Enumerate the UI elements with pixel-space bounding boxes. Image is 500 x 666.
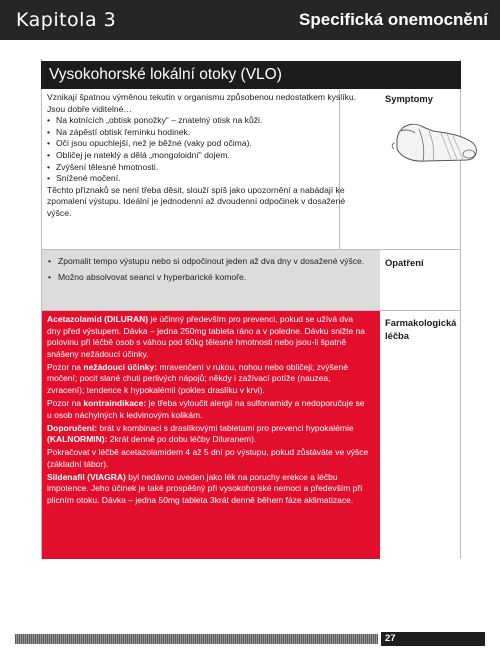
symptoms-outro: Těchto příznaků se není třeba děsit, slouží spíš jako upozornění a nabádají ke zpomalení výstupu. Ideální je jednodenní až dvoudenní odpočinek v dosažené výšce. <box>47 184 346 218</box>
chapter-label: Kapitola 3 <box>16 9 117 31</box>
drug-name: Sildenafil (VIAGRA) <box>47 471 126 482</box>
footer-bar <box>15 634 378 644</box>
pharma-text: brát v kombinaci s draslíkovými tabletami pro prevenci hypokalémie <box>97 422 354 433</box>
pharma-text: Pozor na <box>47 397 84 408</box>
measure-item: • Možno absolvovat seanci v hyperbarické komoře. <box>48 272 370 284</box>
measures-body <box>48 256 370 283</box>
pharma-text: byl nedávno uveden jako lék na poruchy erekce a léčbu impotence. Jeho účinek je také prospěšný při vysokohorské nemoci a především při plicním otoku. Dávka – jedna 50mg tableta 3krát denně během fáze aklimatizace. <box>47 471 363 505</box>
pharma-paragraph <box>47 398 369 421</box>
pharma-text: Pozor na <box>47 361 84 372</box>
symptoms-intro: Vznikají špatnou výměnou tekutin v organismu způsobenou nedostatkem kyslíku. Jsou dobře viditelné… <box>47 92 357 114</box>
swollen-foot-illustration <box>389 113 481 165</box>
pharma-text: je účinný především pro prevenci, pokud se užívá dva dny před výstupem. Dávka – jedna 250mg tableta ráno a v poledne. Dávku snižte na polovinu při léčbě osob s váhou pod 60kg tělesné hmotnosti nebo jsou-li špatně snášeny nežádoucí účinky. <box>47 314 365 359</box>
pharma-highlight: kontraindikace: <box>83 397 147 408</box>
pharma-paragraph <box>47 314 369 360</box>
symptoms-list <box>47 115 365 185</box>
pharma-label: Farmakologická léčba <box>385 317 457 341</box>
pharma-paragraph <box>47 472 369 507</box>
drug-name: Acetazolamid (DILURAN) <box>47 314 149 324</box>
pharma-highlight: Doporučení: <box>47 422 98 433</box>
symptom-item: • Zvýšení tělesné hmotnosti. <box>47 162 365 174</box>
measures-list <box>48 256 370 283</box>
measure-item: • Zpomalit tempo výstupu nebo si odpočinout jeden až dva dny v dosažené výšce. <box>48 256 370 268</box>
pharma-text: je třeba vyloučit alergii na sulfonamidy a nedoporučuje se u osob náchylných k ledvinovým kolikám. <box>47 397 365 420</box>
pharma-highlight: nežádoucí účinky: <box>83 361 158 372</box>
pharma-body <box>47 314 369 508</box>
symptom-item: • Na kotnících „obtisk ponožky“ – znatelný otisk na kůži. <box>47 115 365 127</box>
symptoms-body <box>47 92 365 220</box>
pharma-text: mravenčení v rukou, nohou nebo obličeji; zvýšené močení; pocit slané chuti perlivých nápojů; někdy i zažívací potíže (nauzea, zvracení); tendence k hypokalémii (pokles draslíku v krvi). <box>47 361 348 395</box>
pharma-paragraph: Pokračovat v léčbě acetazolamidem 4 až 5 dní po výstupu, pokud zůstáváte ve výšce (základní tábor). <box>47 447 369 469</box>
chapter-header <box>0 0 500 40</box>
pharma-text: 2krát denně po dobu léčby Diluranem). <box>107 434 257 445</box>
symptom-item: • Na zápěstí obtisk řemínku hodinek. <box>47 127 365 139</box>
symptoms-label: Symptomy <box>385 93 433 104</box>
pharma-paragraph <box>47 423 369 446</box>
pharma-paragraph <box>47 362 369 397</box>
drug-name: (KALNORMIN): <box>47 434 108 445</box>
page-number: 27 <box>381 632 485 646</box>
section-title: Vysokohorské lokální otoky (VLO) <box>41 61 461 89</box>
symptom-item: • Oči jsou opuchlejší, než je běžné (vaky pod očima). <box>47 138 365 150</box>
symptom-item: • Obličej je nateklý a dělá „mongoloidní“ dojem. <box>47 150 365 162</box>
symptom-item: • Snížené močení. <box>47 173 365 185</box>
measures-label: Opatření <box>385 257 424 268</box>
chapter-topic: Specifická onemocnění <box>299 10 488 29</box>
